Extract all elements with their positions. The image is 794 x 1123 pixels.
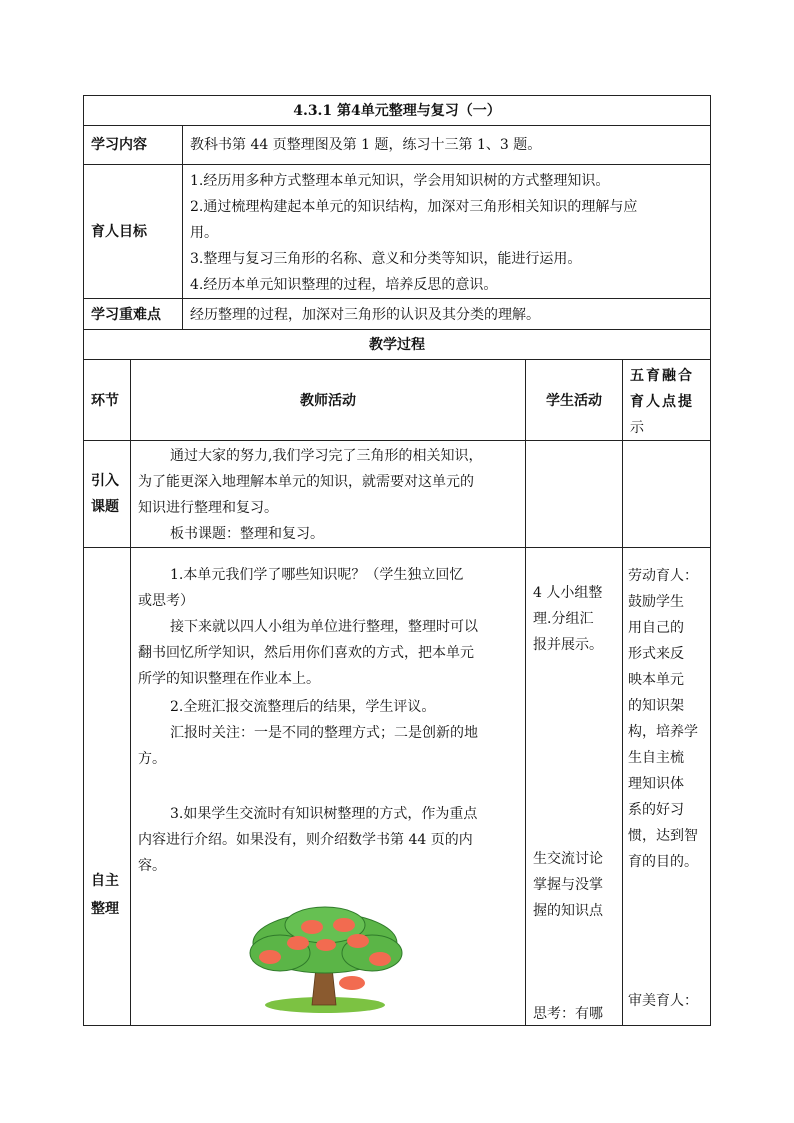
divider-h (83, 329, 711, 330)
self-stage: 整理 (91, 901, 119, 917)
self-teacher-line: 所学的知识整理在作业本上。 (138, 671, 320, 687)
divider-h (83, 359, 711, 360)
goal-item: 2.通过梳理构建起本单元的知识结构，加深对三角形相关知识的理解与应 (190, 199, 638, 215)
header-stage: 环节 (91, 393, 119, 409)
content-text: 教科书第 44 页整理图及第 1 题，练习十三第 1、3 题。 (190, 137, 542, 153)
student-line: 掌握与没掌 (533, 877, 603, 893)
content-label: 学习内容 (91, 137, 147, 153)
header-teacher: 教师活动 (300, 393, 356, 409)
leaf-apple (369, 952, 391, 966)
edu-line: 育的目的。 (628, 854, 698, 870)
leaf-apple (347, 934, 369, 948)
border-right (710, 95, 711, 1026)
self-stage: 自主 (91, 873, 119, 889)
self-teacher-line: 汇报时关注：一是不同的整理方式；二是创新的地 (170, 725, 478, 741)
knowledge-tree-illustration (240, 905, 410, 1015)
goals-label: 育人目标 (91, 224, 147, 240)
divider-v (130, 359, 131, 1026)
divider-h (83, 125, 711, 126)
leaf-apple (316, 939, 336, 951)
divider-h (83, 298, 711, 299)
divider-h (83, 164, 711, 165)
student-line: 思考：有哪 (533, 1006, 603, 1022)
student-line: 生交流讨论 (533, 851, 603, 867)
edu-line: 映本单元 (628, 672, 684, 688)
edu-line: 审美育人： (628, 993, 698, 1009)
goal-item: 4.经历本单元知识整理的过程，培养反思的意识。 (190, 277, 498, 293)
goal-item: 用。 (190, 225, 218, 241)
page-title: 4.3.1 第4单元整理与复习（一） (293, 103, 501, 119)
border-left (83, 95, 84, 1026)
edu-line: 惯，达到智 (628, 828, 698, 844)
process-heading: 教学过程 (369, 337, 425, 353)
self-teacher-line: 或思考） (138, 593, 194, 609)
divider-v (622, 359, 623, 1026)
intro-teacher-line: 板书课题：整理和复习。 (170, 526, 324, 542)
edu-line: 劳动育人： (628, 568, 698, 584)
header-student: 学生活动 (546, 393, 602, 409)
self-teacher-line: 翻书回忆所学知识，然后用你们喜欢的方式，把本单元 (138, 645, 474, 661)
edu-line: 用自己的 (628, 620, 684, 636)
leaf-apple (259, 950, 281, 964)
student-line: 握的知识点 (533, 903, 603, 919)
edu-line: 生自主梳 (628, 750, 684, 766)
intro-teacher-line: 知识进行整理和复习。 (138, 500, 278, 516)
goal-item: 1.经历用多种方式整理本单元知识，学会用知识树的方式整理知识。 (190, 173, 610, 189)
divider-v (525, 359, 526, 1026)
student-line: 4 人小组整 (533, 585, 603, 601)
header-edu: 示 (630, 420, 644, 436)
intro-teacher-line: 通过大家的努力,我们学习完了三角形的相关知识， (170, 448, 483, 464)
intro-stage: 引入 (91, 473, 119, 489)
intro-teacher-line: 为了能更深入地理解本单元的知识，就需要对这单元的 (138, 474, 474, 490)
edu-line: 形式来反 (628, 646, 684, 662)
self-teacher-line: 方。 (138, 751, 166, 767)
edu-line: 的知识架 (628, 698, 684, 714)
keypoints-label: 学习重难点 (91, 307, 161, 323)
self-teacher-line: 3.如果学生交流时有知识树整理的方式，作为重点 (170, 806, 478, 822)
self-teacher-line: 1.本单元我们学了哪些知识呢？（学生独立回忆 (170, 567, 464, 583)
divider-h (83, 440, 711, 441)
header-edu: 育人点提 (630, 394, 694, 410)
divider-v (182, 125, 183, 329)
self-teacher-line: 2.全班汇报交流整理后的结果，学生评议。 (170, 699, 436, 715)
leaf-apple (339, 976, 365, 990)
leaf-apple (287, 936, 309, 950)
border-bottom (83, 1025, 711, 1026)
self-teacher-line: 内容进行介绍。如果没有，则介绍数学书第 44 页的内 (138, 832, 473, 848)
student-line: 理.分组汇 (533, 611, 594, 627)
keypoints-text: 经历整理的过程，加深对三角形的认识及其分类的理解。 (190, 307, 540, 323)
leaf-apple (333, 918, 355, 932)
student-line: 报并展示。 (533, 637, 603, 653)
edu-line: 鼓励学生 (628, 594, 684, 610)
leaf-apple (301, 920, 323, 934)
intro-stage: 课题 (91, 499, 119, 515)
header-edu: 五育融合 (630, 368, 694, 384)
edu-line: 构，培养学 (628, 724, 698, 740)
edu-line: 系的好习 (628, 802, 684, 818)
goal-item: 3.整理与复习三角形的名称、意义和分类等知识，能进行运用。 (190, 251, 582, 267)
border-top (83, 95, 711, 96)
divider-h (83, 547, 711, 548)
self-teacher-line: 容。 (138, 858, 166, 874)
self-teacher-line: 接下来就以四人小组为单位进行整理，整理时可以 (170, 619, 478, 635)
edu-line: 理知识体 (628, 776, 684, 792)
